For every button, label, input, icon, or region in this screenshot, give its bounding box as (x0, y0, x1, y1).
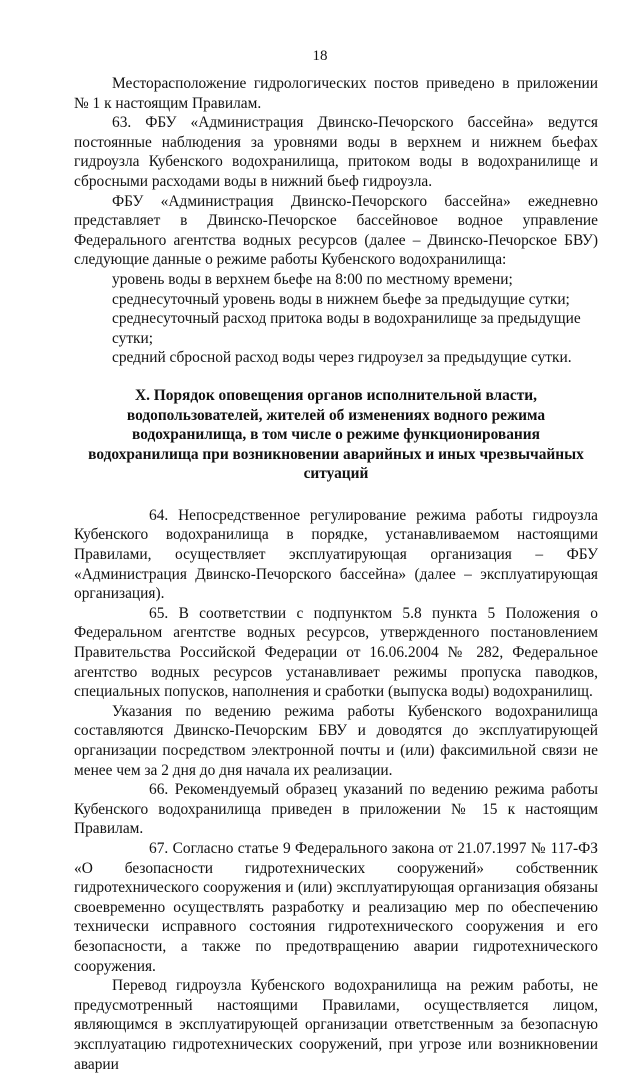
paragraph-instructions: Указания по ведению режима работы Кубенского водохранилища составляются Двинско-Печорским БВУ и доводятся до эксплуатирующей организации посредством электронной почты и (или) факсимильной связи не менее чем за 2 дня до дня начала их реализации. (74, 702, 598, 779)
paragraph-mode-transfer: Перевод гидроузла Кубенского водохранилища на режим работы, не предусмотренный настоящими Правилами, осуществляется лицом, являющимся в эксплуатирующей организации ответственным за безопасную эксплуатацию гидротехнических сооружений, при угрозе или возникновении аварии (74, 977, 598, 1073)
section-heading: X. Порядок оповещения органов исполнительной власти, водопользователей, жителей об изменениях водного режима водохранилища, в том числе о режиме функционирования водохранилища при возникновении аварийных и иных чрезвычайных ситуаций (88, 386, 584, 483)
paragraph-66: 66. Рекомендуемый образец указаний по ведению режима работы Кубенского водохранилища приведен в приложении № 15 к настоящим Правилам. (74, 781, 598, 838)
list-item-discharge: средний сбросной расход воды через гидроузел за предыдущие сутки. (112, 349, 572, 367)
paragraph-gauging-stations: Месторасположение гидрологических постов приведено в приложении № 1 к настоящим Правилам. (74, 75, 598, 112)
page-number: 18 (312, 48, 328, 64)
paragraph-64: 64. Непосредственное регулирование режима работы гидроузла Кубенского водохранилища в порядке, устанавливаемом настоящими Правилами, осуществляет эксплуатирующая организация – ФБУ «Администрация Двинско-Печорского бассейна» (далее – эксплуатирующая организация). (74, 506, 598, 603)
paragraph-65: 65. В соответствии с подпунктом 5.8 пункта 5 Положения о Федеральном агентстве водных ресурсов, утвержденного постановлением Правительства Российской Федерации от 16.06.2004 № 282, Федеральное агентство водных ресурсов устанавливает режимы пропуска паводков, специальных попусков, наполнения и сработки (выпуска воды) водохранилищ. (74, 604, 598, 701)
list-item-lower-level: среднесуточный уровень воды в нижнем бьефе за предыдущие сутки; (112, 290, 570, 308)
document-body (74, 74, 598, 1074)
paragraph-daily-report: ФБУ «Администрация Двинско-Печорского бассейна» ежедневно представляет в Двинско-Печорское бассейновое водное управление Федерального агентства водных ресурсов (далее – Двинско-Печорское БВУ) следующие данные о режиме работы Кубенского водохранилища: (74, 192, 598, 269)
list-item-upper-level: уровень воды в верхнем бьефе на 8:00 по местному времени; (112, 270, 513, 288)
paragraph-63: 63. ФБУ «Администрация Двинско-Печорского бассейна» ведутся постоянные наблюдения за уровнями воды в верхнем и нижнем бьефах гидроузла Кубенского водохранилища, притоком воды в водохранилище и сбросными расходами воды в нижний бьеф гидроузла. (74, 114, 598, 190)
paragraph-67: 67. Согласно статье 9 Федерального закона от 21.07.1997 № 117-ФЗ «О безопасности гидротехнических сооружений» собственник гидротехнического сооружения и (или) эксплуатирующая организация обязаны своевременно осуществлять разработку и реализацию мер по обеспечению технически исправного состояния гидротехнического сооружения и его безопасности, а также по предотвращению аварии гидротехнического сооружения. (74, 839, 598, 975)
list-item-inflow: среднесуточный расход притока воды в водохранилище за предыдущие сутки; (112, 310, 581, 347)
